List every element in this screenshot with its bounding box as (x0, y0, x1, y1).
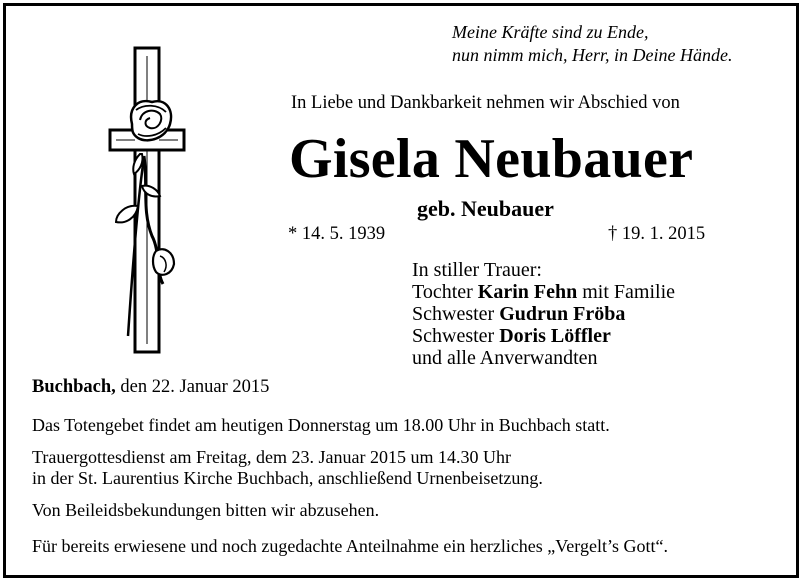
thanks-notice: Für bereits erwiesene und noch zugedachte Anteilnahme ein herzliches „Vergelt’s Gott“. (32, 536, 668, 556)
date: den 22. Januar 2015 (120, 377, 270, 397)
mourners-closing: und alle Anverwandten (412, 347, 598, 369)
mourner-name: Gudrun Fröba (499, 303, 626, 325)
place: Buchbach, (32, 377, 116, 397)
mourner-role: Tochter (412, 281, 473, 303)
obituary-notice (3, 3, 799, 578)
mourner-suffix: mit Familie (582, 281, 676, 303)
mourners-block (412, 259, 675, 369)
deceased-name: Gisela Neubauer (289, 128, 694, 190)
mourner-role: Schwester (412, 325, 495, 347)
maiden-name: geb. Neubauer (417, 196, 554, 221)
mourner-role: Schwester (412, 303, 495, 325)
mourner-line (412, 281, 675, 303)
mourners-heading: In stiller Trauer: (412, 259, 542, 281)
quote-line-1: Meine Kräfte sind zu Ende, (452, 22, 649, 42)
quote-line-2: nun nimm mich, Herr, in Deine Hände. (452, 45, 733, 65)
birth-date: * 14. 5. 1939 (288, 224, 386, 244)
cross-with-rose-icon (108, 46, 188, 356)
prayer-notice: Das Totengebet findet am heutigen Donnerstag um 18.00 Uhr in Buchbach statt. (32, 415, 610, 435)
mourner-name: Doris Löffler (499, 325, 611, 347)
mourner-line (412, 303, 675, 325)
condolence-notice: Von Beileidsbekundungen bitten wir abzusehen. (32, 500, 380, 520)
place-date (32, 376, 269, 398)
service-notice-line-2: in der St. Laurentius Kirche Buchbach, anschließend Urnenbeisetzung. (32, 468, 543, 488)
mourner-name: Karin Fehn (477, 281, 578, 303)
intro-text: In Liebe und Dankbarkeit nehmen wir Abschied von (291, 93, 680, 113)
mourner-line (412, 325, 675, 347)
service-notice-line-1: Trauergottesdienst am Freitag, dem 23. Januar 2015 um 14.30 Uhr (32, 447, 511, 467)
death-date: † 19. 1. 2015 (608, 224, 706, 244)
